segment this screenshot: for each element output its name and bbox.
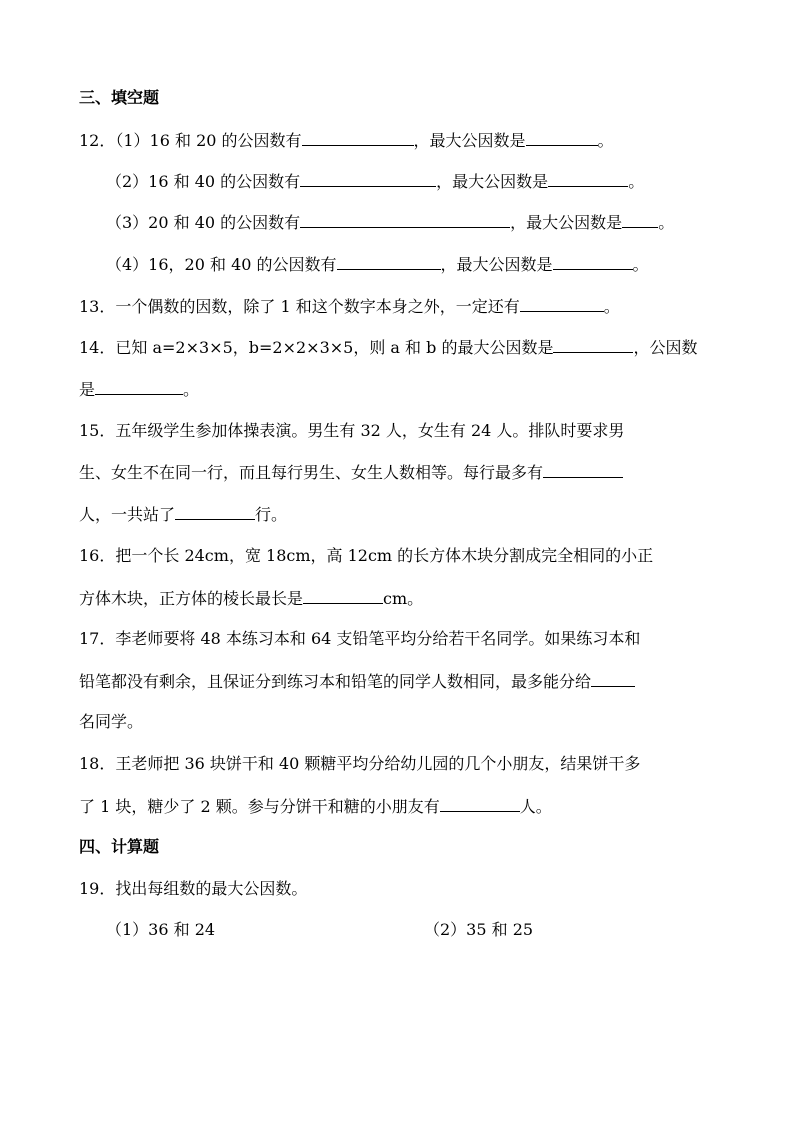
question-12-line-4 [106,253,649,275]
answer-blank[interactable] [175,503,255,520]
question-16-text: 方体木块，正方体的棱长最长是 [79,589,304,608]
answer-blank[interactable] [300,211,510,228]
question-18-line-2 [79,795,552,817]
question-12-part-3-text: （3）20 和 40 的公因数有 [106,213,301,232]
question-14-line-1 [79,336,697,358]
question-12-part-3-gcd-text: ，最大公因数是 [510,213,623,232]
punctuation: 。 [628,172,645,191]
question-15-unit-text: 行。 [255,505,288,524]
question-14-text: 14．已知 a=2×3×5，b=2×2×3×5，则 a 和 b 的最大公因数是 [79,338,554,357]
answer-blank[interactable] [553,336,633,353]
punctuation: 。 [183,380,200,399]
question-12-part-4-text: （4）16，20 和 40 的公因数有 [106,255,337,274]
answer-blank[interactable] [337,253,441,270]
question-12-part-1-gcd-text: ，最大公因数是 [413,131,526,150]
answer-blank[interactable] [520,295,604,312]
question-17-text: 铅笔都没有剩余，且保证分到练习本和铅笔的同学人数相同，最多能分给 [79,672,592,691]
question-19-part-2: （2）35 和 25 [424,920,534,939]
answer-blank[interactable] [543,461,623,478]
question-12-line-1 [79,129,614,151]
question-19-part-1: （1）36 和 24 [106,920,216,939]
question-15-line-1: 15．五年级学生参加体操表演。男生有 32 人，女生有 24 人。排队时要求男 [79,421,625,440]
question-15-continuation: 人，一共站了 [79,505,176,524]
question-12-part-2-text: （2）16 和 40 的公因数有 [106,172,301,191]
question-17-line-3: 名同学。 [79,712,144,731]
punctuation: 。 [603,297,620,316]
question-13-text: 13．一个偶数的因数，除了 1 和这个数字本身之外，一定还有 [79,297,520,316]
question-14-line-2 [79,378,199,400]
question-14-continuation: 是 [79,380,96,399]
question-19-stem: 19．找出每组数的最大公因数。 [79,879,308,898]
question-18-text: 了 1 块，糖少了 2 颗。参与分饼干和糖的小朋友有 [79,797,440,816]
answer-blank[interactable] [526,129,598,146]
answer-blank[interactable] [591,670,635,687]
question-12-part-1-text: 12．（1）16 和 20 的公因数有 [79,131,302,150]
question-15-line-3 [79,503,287,525]
punctuation: 。 [658,213,675,232]
question-17-line-2 [79,670,635,692]
question-12-part-2-gcd-text: ，最大公因数是 [436,172,549,191]
answer-blank[interactable] [440,795,520,812]
question-16-line-1: 16．把一个长 24cm，宽 18cm，高 12cm 的长方体木块分割成完全相同的小正 [79,546,654,565]
question-17-line-1: 17．李老师要将 48 本练习本和 64 支铅笔平均分给若干名同学。如果练习本和 [79,629,641,648]
punctuation: 。 [632,255,649,274]
question-14-common-factor-text: ，公因数 [633,338,698,357]
question-12-line-3 [106,211,674,233]
section-title-calculation: 四、计算题 [79,837,160,856]
answer-blank[interactable] [303,587,383,604]
answer-blank[interactable] [622,211,658,228]
answer-blank[interactable] [553,253,633,270]
question-16-unit-text: cm。 [383,589,424,608]
question-18-unit-text: 人。 [519,797,552,816]
question-18-line-1: 18．王老师把 36 块饼干和 40 颗糖平均分给幼儿园的几个小朋友，结果饼干多 [79,754,641,773]
question-12-part-4-gcd-text: ，最大公因数是 [440,255,553,274]
section-title-fill-in: 三、填空题 [79,88,160,107]
answer-blank[interactable] [95,378,183,395]
punctuation: 。 [597,131,614,150]
answer-blank[interactable] [302,129,414,146]
question-15-line-2 [79,461,623,483]
question-15-text: 生、女生不在同一行，而且每行男生、女生人数相等。每行最多有 [79,463,544,482]
question-16-line-2 [79,587,423,609]
answer-blank[interactable] [300,170,436,187]
question-13 [79,295,620,317]
question-12-line-2 [106,170,644,192]
answer-blank[interactable] [548,170,628,187]
